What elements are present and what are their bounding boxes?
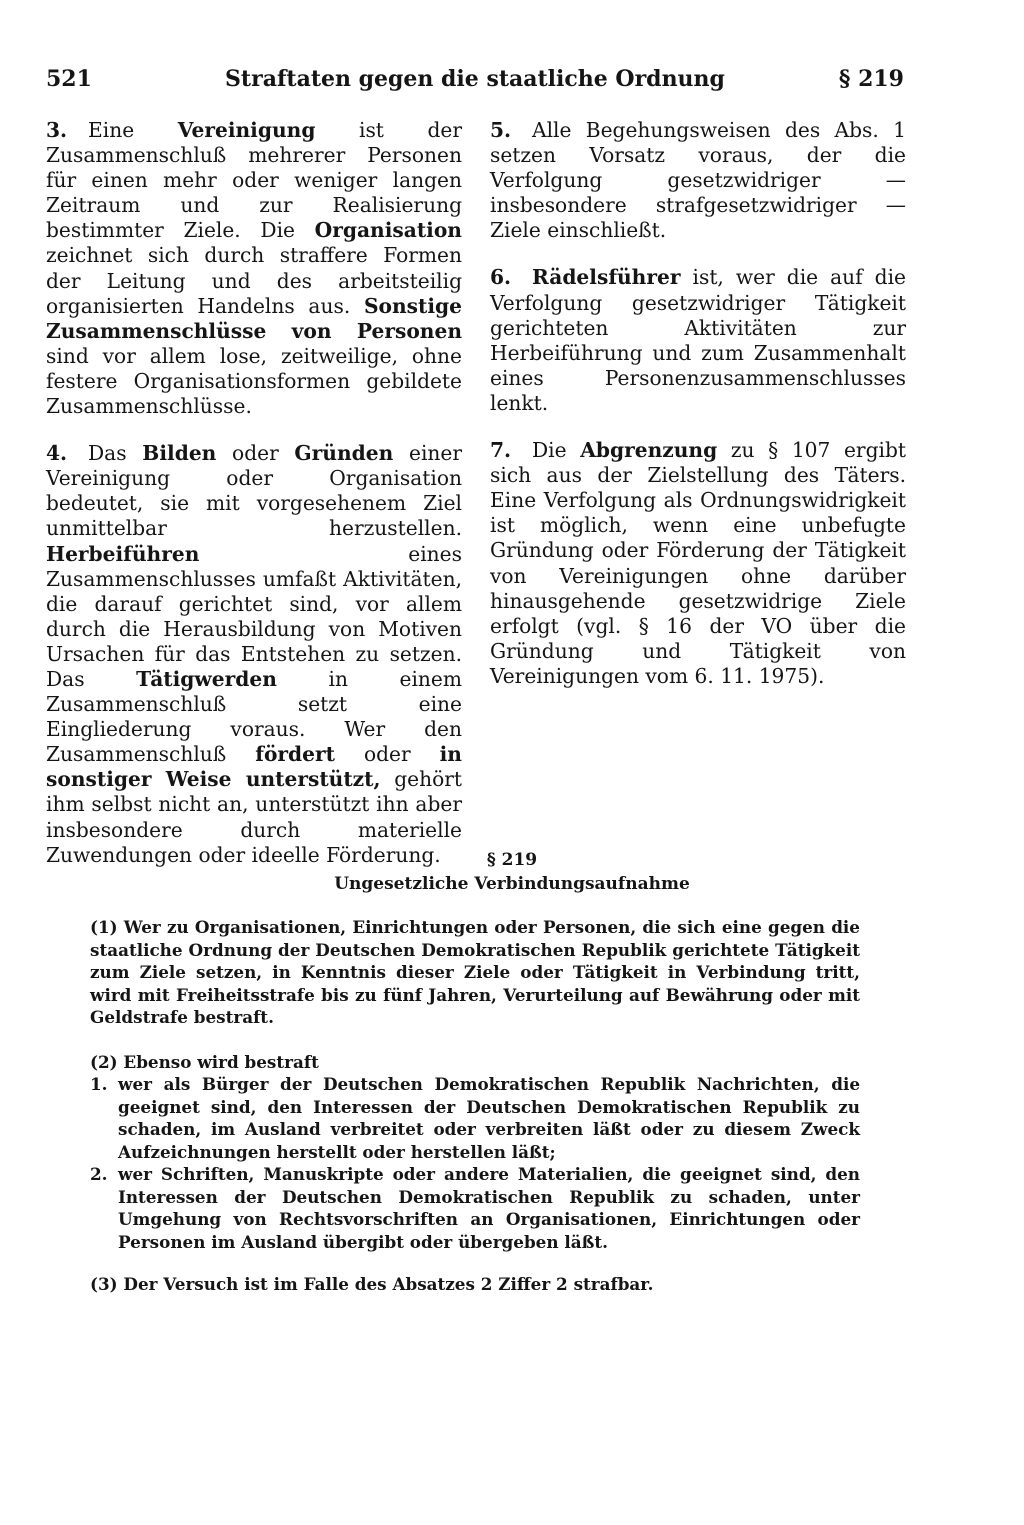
term-raedelsfuehrer: Rädelsführer: [532, 265, 681, 290]
para-number: 3.: [46, 118, 68, 142]
para-text: sind vor allem lose, zeitweilige, ohne festere Organisationsformen gebildete Zusammenschlüsse.: [46, 343, 462, 419]
para-text: zu § 107 ergibt sich aus der Zielstellung des Täters. Eine Verfolgung als Ordnungswidrigkeit ist möglich, wenn eine unbefugte Gründung oder Förderung der Tätigkeit von Vereinigungen ohne darüber hinausgehende gesetzwidrige Ziele erfolgt (vgl. § 16 der VO über die Gründung und Tätigkeit von Vereinigungen vom 6. 11. 1975).: [490, 438, 906, 688]
para-number: 5.: [490, 118, 512, 142]
para-number: 4.: [46, 441, 68, 466]
para-text: einer Vereinigung oder Organisation bedeutet, sie mit vorgesehenem Ziel unmittelbar herzustellen.: [46, 441, 463, 541]
law-item: [90, 1163, 860, 1253]
para-text: ist der Zusammenschluß mehrerer Personen für einen mehr oder weniger langen Zeitraum und zur Realisierung bestimmter Ziele. Die: [46, 118, 462, 243]
para-text: gehört ihm selbst nicht an, unterstützt ihn aber insbesondere durch materielle Zuwendungen oder ideelle Förderung.: [46, 767, 462, 867]
commentary-para-3: [46, 118, 462, 419]
term-taetigwerden: Tätigwerden: [136, 666, 277, 691]
term-unterstuetzt: in sonstiger Weise unterstützt,: [46, 742, 462, 792]
para-text: ist, wer die auf die Verfolgung gesetzwidriger Tätigkeit gerichteten Aktivitäten zur Herbeiführung und zum Zusammenhalt eines Personenzusammenschlusses lenkt.: [490, 265, 906, 415]
term-abgrenzung: Abgrenzung: [580, 438, 718, 463]
term-gruenden: Gründen: [294, 441, 394, 466]
commentary-para-6: [490, 265, 906, 416]
term-vereinigung: Vereinigung: [177, 118, 316, 142]
term-bilden: Bilden: [142, 441, 217, 466]
law-section-heading: [0, 848, 1024, 896]
law-absatz-1: (1) Wer zu Organisationen, Einrichtungen oder Personen, die sich eine gegen die staatliche Ordnung der Deutschen Demokratischen Republik gerichtete Tätigkeit zum Ziele setzen, in Kenntnis dieser Ziele oder Tätigkeit in Verbindung tritt, wird mit Freiheitsstrafe bis zu fünf Jahren, Verurteilung auf Bewährung oder mit Geldstrafe bestraft.: [90, 917, 860, 1027]
law-absatz-3: (3) Der Versuch ist im Falle des Absatzes 2 Ziffer 2 strafbar.: [90, 1274, 654, 1294]
commentary-para-7: [490, 438, 906, 689]
law-item-number: 2.: [90, 1164, 108, 1184]
page-number: 521: [46, 66, 92, 92]
law-item-number: 1.: [90, 1074, 108, 1094]
law-section-title: Ungesetzliche Verbindungsaufnahme: [334, 874, 690, 894]
para-text: oder: [216, 441, 295, 466]
running-section: § 219: [838, 66, 904, 92]
law-absatz-2-items: [90, 1073, 860, 1253]
commentary-para-5: [490, 118, 906, 243]
para-number: 6.: [490, 265, 512, 290]
para-number: 7.: [490, 438, 512, 463]
law-item-text: wer Schriften, Manuskripte oder andere Materialien, die geeignet sind, den Interessen der Deutschen Demokratischen Republik zu schaden, unter Umgehung von Rechtsvorschriften an Organisationen, Einrichtungen oder Personen im Ausland übergibt oder übergeben läßt.: [118, 1164, 860, 1252]
para-text: Die: [532, 438, 581, 463]
law-item: [90, 1073, 860, 1163]
running-header: [46, 66, 904, 100]
commentary-column-left: [46, 118, 462, 890]
running-title: Straftaten gegen die staatliche Ordnung: [225, 66, 725, 92]
term-organisation: Organisation: [314, 218, 462, 243]
law-text: [90, 916, 860, 1296]
para-text: Eine: [88, 118, 178, 142]
law-absatz-2-intro: (2) Ebenso wird bestraft: [90, 1051, 319, 1072]
para-text: Alle Begehungsweisen des Abs. 1 setzen Vorsatz voraus, der die Verfolgung gesetzwidriger — insbesondere strafgesetzwidriger — Ziele einschließt.: [490, 118, 906, 243]
term-sonstige-zusammenschluesse: Sonstige Zusammenschlüsse von Personen: [46, 293, 462, 343]
para-text: Das: [88, 441, 143, 466]
para-text: in einem Zusammenschluß setzt eine Eingliederung voraus. Wer den Zusammenschluß: [46, 666, 463, 767]
para-text: zeichnet sich durch straffere Formen der Leitung und des arbeitsteilig organisierten Handelns aus.: [46, 243, 462, 318]
commentary-para-4: [46, 441, 462, 868]
commentary-column-right: [490, 118, 906, 711]
para-text: eines Zusammenschlusses umfaßt Aktivitäten, die darauf gerichtet sind, vor allem durch die Herausbildung von Motiven Ursachen für das Entstehen zu setzen. Das: [46, 541, 462, 691]
para-text: oder: [334, 742, 440, 767]
term-foerdert: fördert: [255, 742, 335, 767]
law-item-text: wer als Bürger der Deutschen Demokratischen Republik Nachrichten, die geeignet sind, den Interessen der Deutschen Demokratischen Republik zu schaden, im Ausland verbreitet oder verbreiten läßt oder zu diesem Zweck Aufzeichnungen herstellt oder herstellen läßt;: [118, 1074, 860, 1162]
term-herbeifuehren: Herbeiführen: [46, 541, 200, 566]
law-section-number: § 219: [486, 850, 538, 870]
